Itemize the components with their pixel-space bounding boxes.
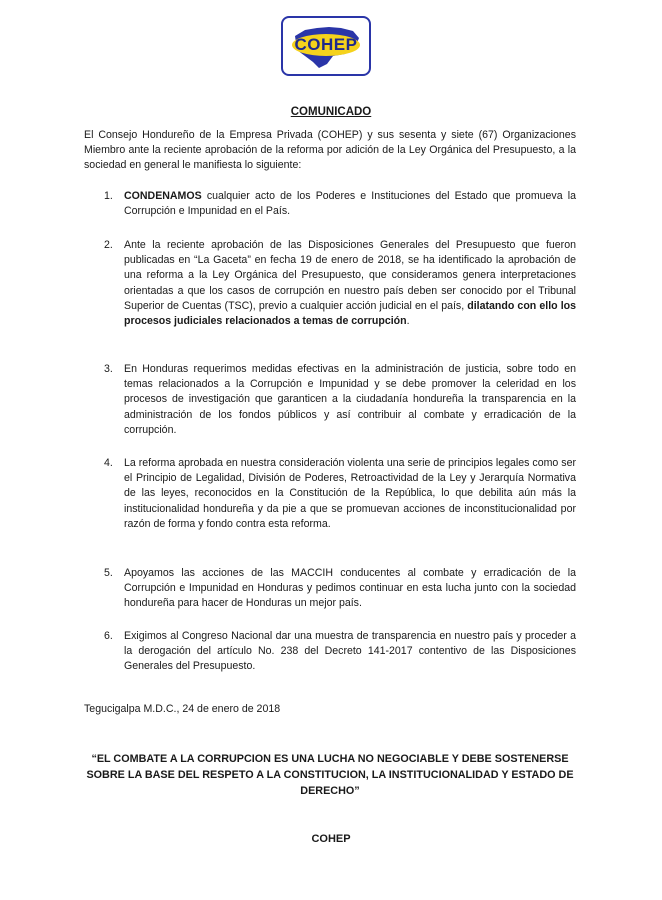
item-bold-lead: CONDENAMOS [124, 190, 202, 202]
statement-list-1 [84, 189, 576, 219]
statement-list-6 [84, 629, 576, 675]
intro-paragraph: El Consejo Hondureño de la Empresa Privada (COHEP) y sus sesenta y siete (67) Organizaciones Miembro ante la reciente aprobación de la reforma por adición de la Ley Orgánica del Presupuesto, a la sociedad en general le manifiesta lo siguiente: [84, 129, 576, 172]
item-text: Exigimos al Congreso Nacional dar una muestra de transparencia en nuestro país y proceder a la derogación del artículo No. 238 del Decreto 141-2017 contentivo de las Disposiciones Generales del Presupuesto. [124, 630, 576, 673]
item-bold-tail: dilatando con ello los procesos judiciales relacionados a temas de corrupción [124, 299, 576, 328]
statement-list-2 [84, 238, 576, 329]
item-number: 4. [104, 457, 113, 469]
list-item [84, 629, 576, 675]
item-number: 2. [104, 239, 113, 251]
list-item [84, 362, 576, 438]
cohep-logo [281, 16, 371, 76]
item-text: cualquier acto de los Poderes e Instituciones del Estado que promueva la Corrupción e Impunidad en el País. [124, 190, 576, 218]
item-text: En Honduras requerimos medidas efectivas en la administración de justicia, sobre todo en temas relacionados a la Corrupción e Impunidad y se debe promover la celeridad en los procesos de investigación que garanticen a la ciudadanía hondureña la transparencia en la administración de los fondos públicos y así contribuir al combate y erradicación de la corrupción. [124, 363, 576, 436]
item-number: 1. [104, 190, 113, 202]
list-item [84, 456, 576, 532]
item-number: 6. [104, 630, 113, 642]
list-item [84, 566, 576, 612]
signature: COHEP [311, 833, 351, 845]
item-number: 3. [104, 363, 113, 375]
list-item [84, 238, 576, 329]
item-text: Apoyamos las acciones de las MACCIH conducentes al combate y erradicación de la Corrupción e Impunidad en Honduras y pedimos continuar en esta lucha junto con la sociedad hondureña para hacer de Honduras un mejor país. [124, 567, 576, 610]
item-text: La reforma aprobada en nuestra consideración violenta una serie de principios legales como ser el Principio de Legalidad, División de Poderes, Retroactividad de la Ley y Jerarquía Normativa de las leyes, reconocidos en la Constitución de la República, lo que debilita aún más la institucionalidad hondureña y da pie a que se promuevan acciones de inconstitucionalidad por razón de forma y fondo contra esta reforma. [124, 457, 576, 530]
item-tail: . [406, 315, 410, 328]
list-item [84, 189, 576, 219]
item-text: Ante la reciente aprobación de las Disposiciones Generales del Presupuesto que fueron publicadas en “La Gaceta” en fecha 19 de enero de 2018, se ha identificado la aprobación de una reforma a la Ley Orgánica del Presupuesto, que consideramos genera interpretaciones orientadas a que los casos de corrupción en nuestro país deben ser conocido por el Tribunal Superior de Cuentas (TSC), previo a cualquier acción judicial en el país, [124, 239, 576, 312]
item-number: 5. [104, 567, 113, 579]
statement-list-4 [84, 456, 576, 532]
logo-wordmark: COHEP [294, 35, 358, 54]
place-date: Tegucigalpa M.D.C., 24 de enero de 2018 [84, 703, 281, 715]
slogan: “EL COMBATE A LA CORRUPCION ES UNA LUCHA NO NEGOCIABLE Y DEBE SOSTENERSE SOBRE LA BASE DEL RESPETO A LA CONSTITUCION, LA INSTITUCIONALIDAD Y ESTADO DE DERECHO” [86, 753, 574, 797]
statement-list-5 [84, 566, 576, 612]
statement-list-3 [84, 362, 576, 438]
document-title: COMUNICADO [290, 106, 372, 118]
